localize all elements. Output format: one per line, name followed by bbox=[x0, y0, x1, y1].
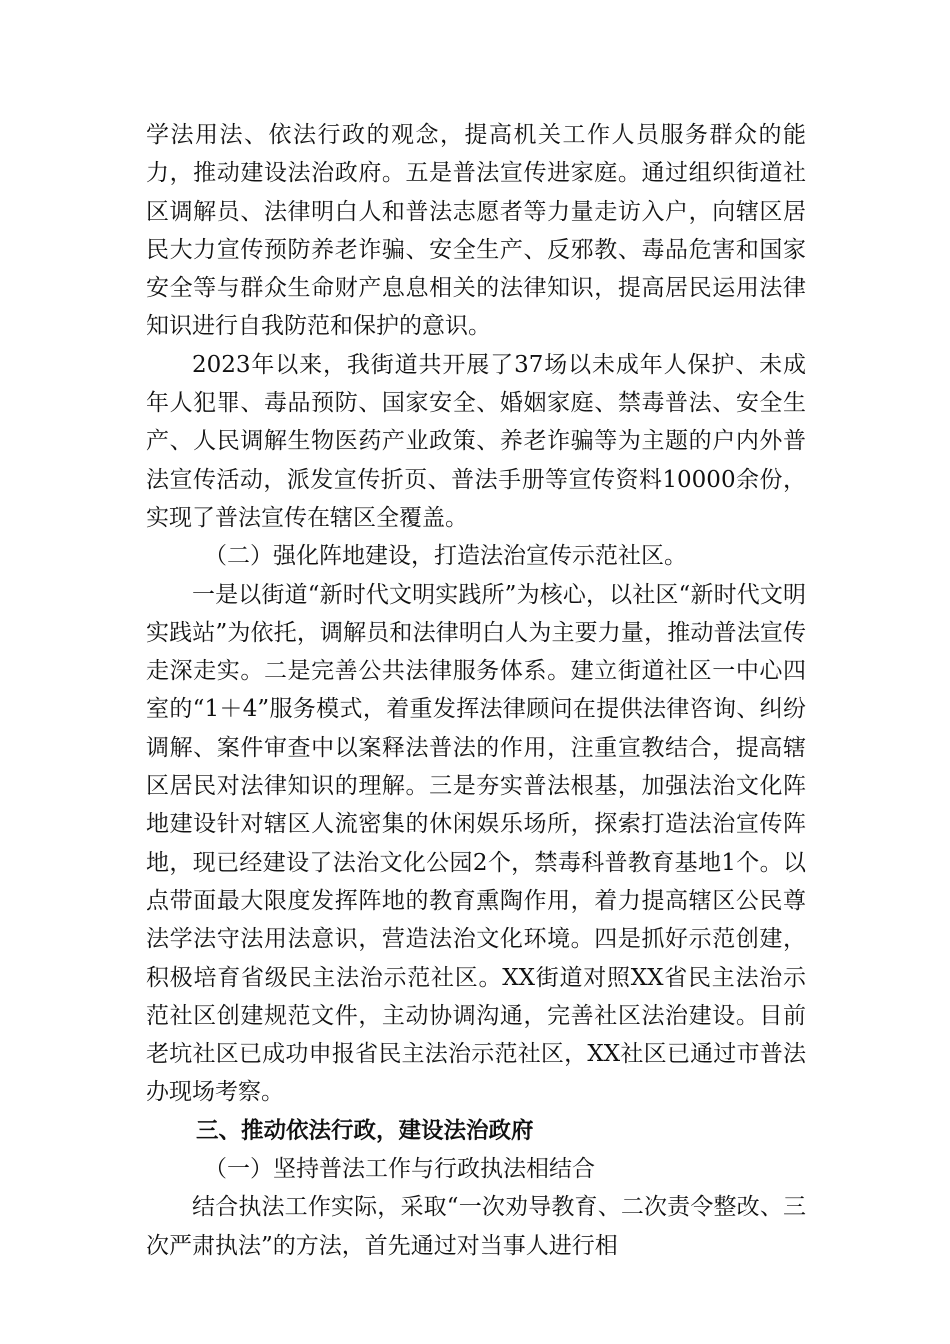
subheading-law-enforcement: （一）坚持普法工作与行政执法相结合 bbox=[204, 1156, 595, 1183]
paragraph-continuation: 学法用法、依法行政的观念，提高机关工作人员服务群众的能力，推动建设法治政府。五是普法宣传进家庭。通过组织街道社区调解员、法律明白人和普法志愿者等力量走访入户，向辖区居民大力宣传预防养老诈骗、安全生产、反邪教、毒品危害和国家安全等与群众生命财产息息相关的法律知识，提高居民运用法律知识进行自我防范和保护的意识。 bbox=[146, 122, 806, 340]
paragraph-enforcement-method: 结合执法工作实际，采取“一次劝导教育、二次责令整改、三次严肃执法”的方法，首先通过对当事人进行相 bbox=[146, 1194, 806, 1259]
paragraph-positions-detail: 一是以街道“新时代文明实践所”为核心，以社区“新时代文明实践站”为依托，调解员和法律明白人为主要力量，推动普法宣传走深走实。二是完善公共法律服务体系。建立街道社区一中心四室的“1＋4”服务模式，着重发挥法律顾问在提供法律咨询、纠纷调解、案件审查中以案释法普法的作用，注重宣教结合，提高辖区居民对法律知识的理解。三是夯实普法根基，加强法治文化阵地建设针对辖区人流密集的休闲娱乐场所，探索打造法治宣传阵地，现已经建设了法治文化公园2个，禁毒科普教育基地1个。以点带面最大限度发挥阵地的教育熏陶作用，着力提高辖区公民尊法学法守法用法意识，营造法治文化环境。四是抓好示范创建，积极培育省级民主法治示范社区。XX街道对照XX省民主法治示范社区创建规范文件，主动协调沟通，完善社区法治建设。目前老坑社区已成功申报省民主法治示范社区，XX社区已通过市普法办现场考察。 bbox=[146, 581, 806, 1106]
paragraph-statistics: 2023年以来，我街道共开展了37场以未成年人保护、未成年人犯罪、毒品预防、国家安全、婚姻家庭、禁毒普法、安全生产、人民调解生物医药产业政策、养老诈骗等为主题的户内外普法宣传活动，派发宣传折页、普法手册等宣传资料10000余份，实现了普法宣传在辖区全覆盖。 bbox=[146, 351, 806, 531]
document-body bbox=[146, 116, 806, 1265]
subheading-strengthen-positions: （二）强化阵地建设，打造法治宣传示范社区。 bbox=[204, 543, 687, 570]
section-heading-law-based-administration: 三、推动依法行政，建设法治政府 bbox=[196, 1117, 534, 1144]
